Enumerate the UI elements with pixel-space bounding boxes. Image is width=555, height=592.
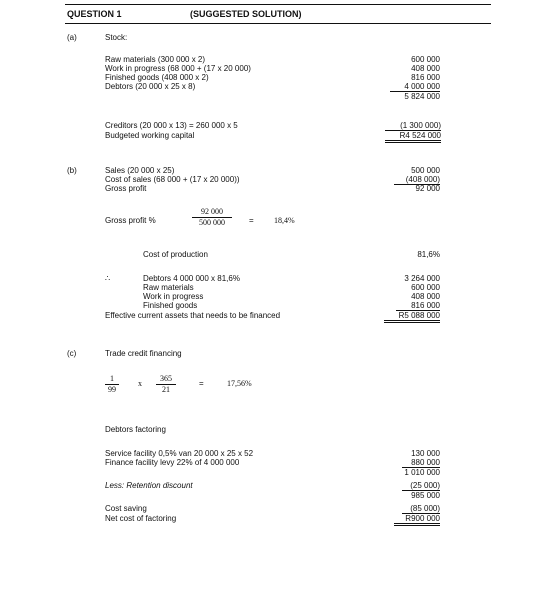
- stock-row-desc: Raw materials (300 000 x 2): [105, 55, 206, 64]
- sales-amount: 500 000: [411, 166, 440, 175]
- cost-of-sales-desc: Cost of sales (68 000 + (17 x 20 000)): [105, 175, 240, 184]
- assets-row-amount: 3 264 000: [404, 274, 440, 283]
- factoring-row-desc: Finance facility levy 22% of 4 000 000: [105, 458, 240, 467]
- stock-row-amount: 4 000 000: [390, 82, 440, 92]
- assets-row-desc: Debtors 4 000 000 x 81,6%: [143, 274, 240, 283]
- times-sign: x: [138, 379, 142, 388]
- cost-of-production-value: 81,6%: [417, 250, 440, 259]
- trade-credit-equals: =: [199, 379, 204, 388]
- factoring-row-desc: Service facility 0,5% van 20 000 x 25 x 52: [105, 449, 254, 458]
- debtors-factoring-heading: Debtors factoring: [105, 425, 166, 434]
- net-cost-amount: R900 000: [394, 514, 440, 526]
- header-rule: [65, 23, 491, 24]
- part-c-label: (c): [67, 349, 77, 358]
- fraction-one-denominator: 99: [108, 385, 116, 394]
- effective-assets-amount: R5 088 000: [384, 311, 440, 323]
- gp-percent-label: Gross profit %: [105, 216, 156, 225]
- assets-row-amount: 600 000: [411, 283, 440, 292]
- stock-row-desc: Work in progress (68 000 + (17 x 20 000): [105, 64, 251, 73]
- creditors-amount: (1 300 000): [385, 121, 441, 131]
- stock-total: 5 824 000: [404, 92, 440, 101]
- factoring-row-amount: 880 000: [402, 458, 440, 468]
- part-a-heading: Stock:: [105, 33, 128, 42]
- cost-of-sales-amount: (408 000): [394, 175, 440, 185]
- fraction-one: [105, 374, 119, 395]
- top-rule: [65, 4, 491, 5]
- fraction-two-denominator: 21: [162, 385, 170, 394]
- gross-profit-amount: 92 000: [415, 184, 440, 193]
- gp-fraction: [192, 207, 232, 228]
- gp-denominator: 500 000: [199, 218, 225, 227]
- gp-numerator: 92 000: [192, 207, 232, 218]
- fraction-two-numerator: 365: [156, 374, 176, 385]
- assets-row-desc: Work in progress: [143, 292, 204, 301]
- gp-result: 18,4%: [274, 216, 295, 225]
- budget-desc: Budgeted working capital: [105, 131, 195, 140]
- effective-assets-desc: Effective current assets that needs to be financed: [105, 311, 281, 320]
- gp-equals: =: [249, 216, 254, 225]
- trade-credit-heading: Trade credit financing: [105, 349, 182, 358]
- factoring-subtotal: 1 010 000: [404, 468, 440, 477]
- budget-amount: R4 524 000: [385, 131, 441, 143]
- cost-saving-desc: Cost saving: [105, 504, 147, 513]
- after-retention-amount: 985 000: [411, 491, 440, 500]
- gross-profit-desc: Gross profit: [105, 184, 147, 193]
- factoring-row-amount: 130 000: [411, 449, 440, 458]
- cost-saving-amount: (85 000): [402, 504, 440, 514]
- retention-discount-amount: (25 000): [402, 481, 440, 491]
- trade-credit-result: 17,56%: [227, 379, 252, 388]
- sales-desc: Sales (20 000 x 25): [105, 166, 175, 175]
- therefore-symbol: ∴: [105, 274, 111, 283]
- retention-discount-desc: Less: Retention discount: [105, 481, 193, 490]
- assets-row-desc: Finished goods: [143, 301, 198, 310]
- stock-row-desc: Finished goods (408 000 x 2): [105, 73, 209, 82]
- assets-row-desc: Raw materials: [143, 283, 194, 292]
- net-cost-desc: Net cost of factoring: [105, 514, 177, 523]
- stock-row-amount: 408 000: [411, 64, 440, 73]
- fraction-two: [156, 374, 176, 395]
- question-subtitle: (SUGGESTED SOLUTION): [190, 9, 302, 19]
- part-a-label: (a): [67, 33, 77, 42]
- question-title: QUESTION 1: [67, 9, 122, 19]
- stock-row-desc: Debtors (20 000 x 25 x 8): [105, 82, 196, 91]
- creditors-desc: Creditors (20 000 x 13) = 260 000 x 5: [105, 121, 238, 130]
- assets-row-amount: 408 000: [411, 292, 440, 301]
- assets-row-amount: 816 000: [396, 301, 440, 311]
- stock-row-amount: 600 000: [411, 55, 440, 64]
- part-b-label: (b): [67, 166, 77, 175]
- cost-of-production-label: Cost of production: [143, 250, 208, 259]
- fraction-one-numerator: 1: [105, 374, 119, 385]
- stock-row-amount: 816 000: [411, 73, 440, 82]
